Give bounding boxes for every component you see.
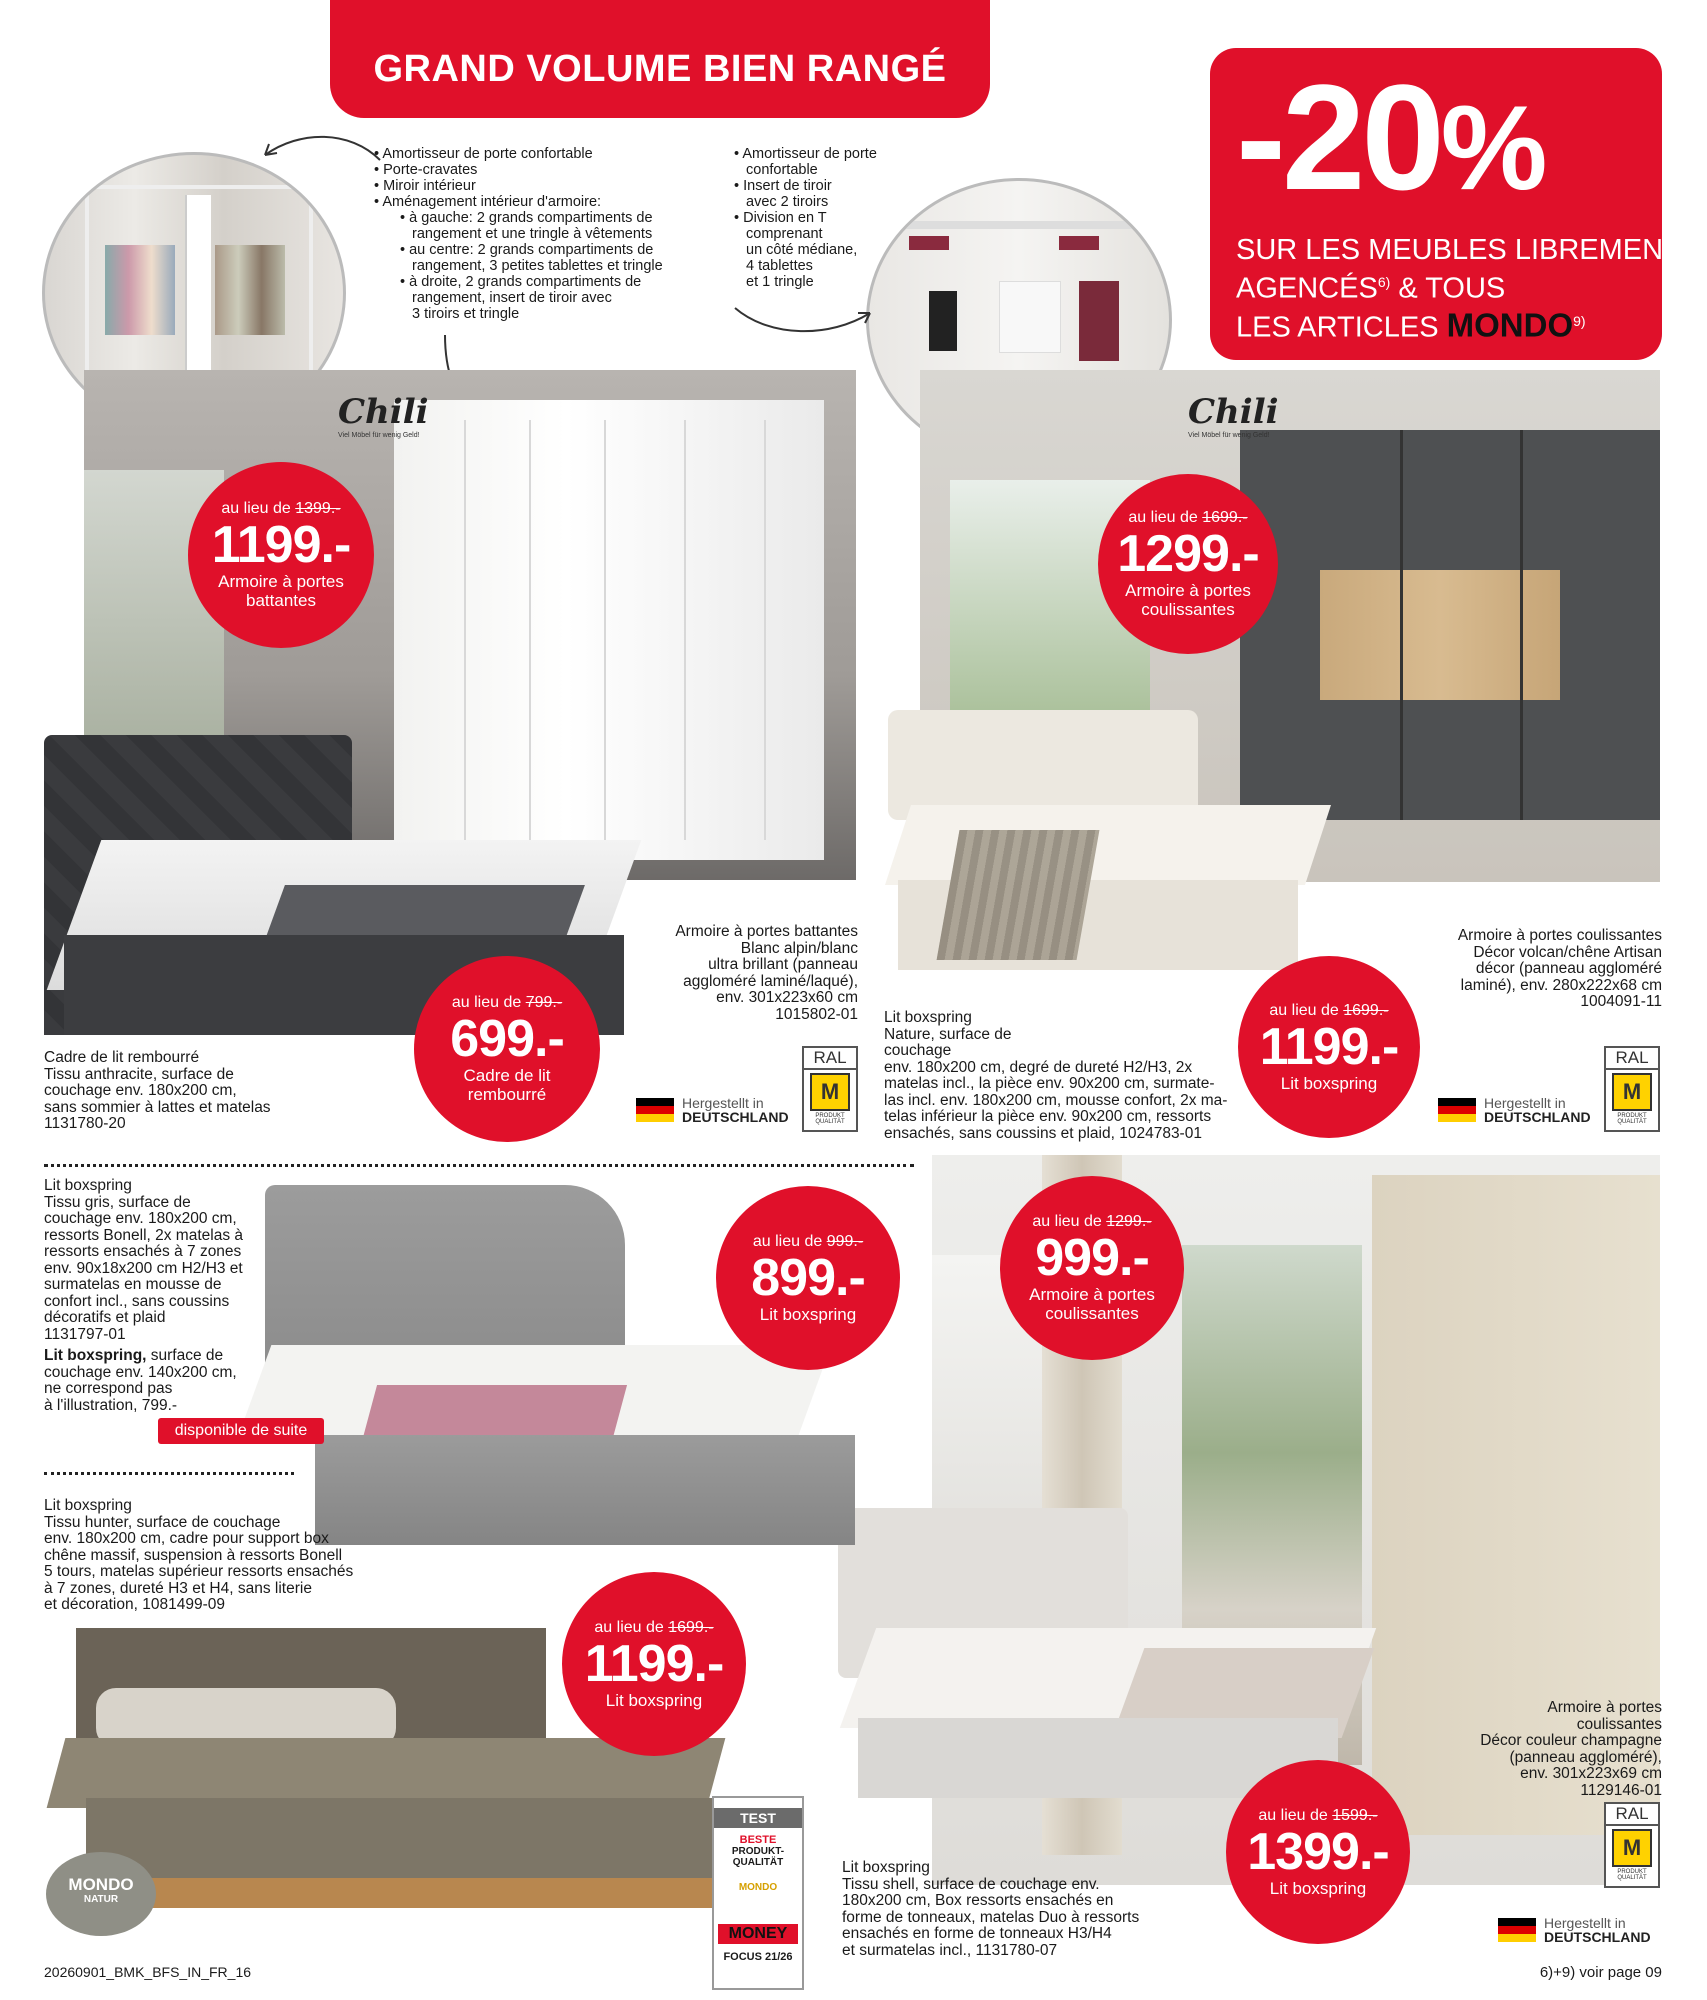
made-in-germany-1: Hergestellt in DEUTSCHLAND [636,1096,789,1124]
promo-percent: -20% [1236,53,1548,221]
feature-item: • Division en T comprenant un côté médiane, 4 tablettes et 1 tringle [734,210,858,290]
price-circle-boxspring-grey: au lieu de 999.- 899.- Lit boxspring [716,1186,900,1370]
desc-boxspring-nature: Lit boxspring Nature, surface de couchage env. 180x200 cm, degré de dureté H2/H3, 2x matelas incl., la pièce env. 90x200 cm, surmate- las incl. env. 180x200 cm, mousse confort, 2x ma- telas inférieur la pièce env. 90x200 cm, ressorts ensachés, sans coussins et plaid, 1024783-01 [884,1009,1228,1142]
mondo-natur-logo: MONDO NATUR [46,1852,156,1936]
ral-quality-seal-1: RAL M PRODUKT QUALITÄT [802,1046,858,1132]
price-circle-boxspring-shell: au lieu de 1599.- 1399.- Lit boxspring [1226,1760,1410,1944]
price-circle-hinged-wardrobe: au lieu de 1399.- 1199.- Armoire à portes battantes [188,462,374,648]
header-banner [330,0,990,118]
chili-logo-1: Chili Viel Möbel für wenig Geld! [338,392,429,439]
separator-2 [44,1472,294,1475]
feature-item: • Amortisseur de porte confortable [734,146,877,178]
footer-ref: 6)+9) voir page 09 [1539,1964,1662,1981]
boxspring-nature-image [888,710,1318,1010]
made-in-germany-2: Hergestellt in DEUTSCHLAND [1438,1096,1591,1124]
promo-text: SUR LES MEUBLES LIBREMENT AGENCÉS$^{6)}$ & TOUS LES ARTICLES MONDO$^{9)}$ [1236,234,1681,344]
feature-item: • Miroir intérieur [374,178,476,194]
chili-logo-2: Chili Viel Möbel für wenig Geld! [1188,392,1279,439]
desc-boxspring-hunter: Lit boxspring Tissu hunter, surface de couchage env. 180x200 cm, cadre pour support box chêne massif, suspension à ressorts Bonell 5 tours, matelas supérieur ressorts ensachés à 7 zones, dureté H3 et H4, sans literie et décoration, 1081499-09 [44,1497,354,1613]
desc-boxspring-grey: Lit boxspring Tissu gris, surface de couchage env. 180x200 cm, ressorts Bonell, 2x matelas à ressorts ensachés à 7 zones env. 90x18x200 cm H2/H3 et surmatelas en mousse de confort incl., sans coussins décoratifs et plaid 1131797-01 [44,1177,244,1343]
price-circle-boxspring-nature: au lieu de 1699.- 1199.- Lit boxspring [1238,956,1420,1138]
german-flag-icon [1438,1098,1476,1122]
price-circle-boxspring-hunter: au lieu de 1699.- 1199.- Lit boxspring [562,1572,746,1756]
available-badge: disponible de suite [158,1418,324,1444]
feature-subitem: • à droite, 2 grands compartiments de rangement, insert de tiroir avec 3 tiroirs et tringle [400,274,642,322]
test-badge: TEST BESTE PRODUKT- QUALITÄT MONDO MONEY FOCUS 21/26 [712,1796,804,1990]
ral-quality-seal-3: RAL M PRODUKT QUALITÄT [1604,1802,1660,1888]
desc-boxspring-grey-alt: Lit boxspring, surface de couchage env. 140x200 cm, ne correspond pas à l'illustration, 799.- [44,1347,237,1414]
mondo-logo-text: MONDO [1446,306,1574,344]
desc-boxspring-shell: Lit boxspring Tissu shell, surface de couchage env. 180x200 cm, Box ressorts ensachés en forme de tonneaux, matelas Duo à ressorts ensachés en forme de tonneaux H3/H4 et surmatelas incl., 1131780-07 [842,1859,1140,1959]
features-left-list [374,146,704,322]
german-flag-icon [636,1098,674,1122]
promo-box [1210,48,1681,360]
price-circle-bed-frame: au lieu de 799.- 699.- Cadre de lit rembourré [414,956,600,1142]
page-title: GRAND VOLUME BIEN RANGÉ [373,48,947,90]
price-circle-sliding-wardrobe: au lieu de 1699.- 1299.- Armoire à portes coulissantes [1098,474,1278,654]
price-circle-champagne-wardrobe: au lieu de 1299.- 999.- Armoire à portes coulissantes [1000,1176,1184,1360]
features-right-list [734,146,904,290]
arrow-decor-3 [730,288,880,348]
desc-hinged-wardrobe: Armoire à portes battantes Blanc alpin/blanc ultra brillant (panneau aggloméré laminé/laqué), env. 301x223x60 cm 1015802-01 [675,923,858,1023]
desc-champagne-wardrobe: Armoire à portes coulissantes Décor couleur champagne (panneau aggloméré), env. 301x223x69 cm 1129146-01 [1480,1699,1662,1799]
feature-item: • Insert de tiroir avec 2 tiroirs [734,178,832,210]
footer-code: 20260901_BMK_BFS_IN_FR_16 [44,1964,252,1980]
arrow-decor-1 [250,130,390,190]
feature-item: • Amortisseur de porte confortable [374,146,593,162]
feature-item: • Porte-cravates [374,162,478,178]
ral-quality-seal-2: RAL M PRODUKT QUALITÄT [1604,1046,1660,1132]
feature-subitem: • au centre: 2 grands compartiments de rangement, 3 petites tablettes et tringle [400,242,663,274]
feature-subitem: • à gauche: 2 grands compartiments de rangement et une tringle à vêtements [400,210,653,242]
separator-1 [44,1164,914,1167]
feature-item: • Aménagement intérieur d'armoire: [374,194,602,210]
german-flag-icon [1498,1918,1536,1942]
desc-bed-frame: Cadre de lit rembourré Tissu anthracite, surface de couchage env. 180x200 cm, sans sommier à lattes et matelas 1131780-20 [44,1049,271,1132]
desc-sliding-wardrobe: Armoire à portes coulissantes Décor volcan/chêne Artisan décor (panneau aggloméré laminé), env. 280x222x68 cm 1004091-11 [1457,927,1662,1010]
made-in-germany-3: Hergestellt in DEUTSCHLAND [1498,1916,1651,1944]
